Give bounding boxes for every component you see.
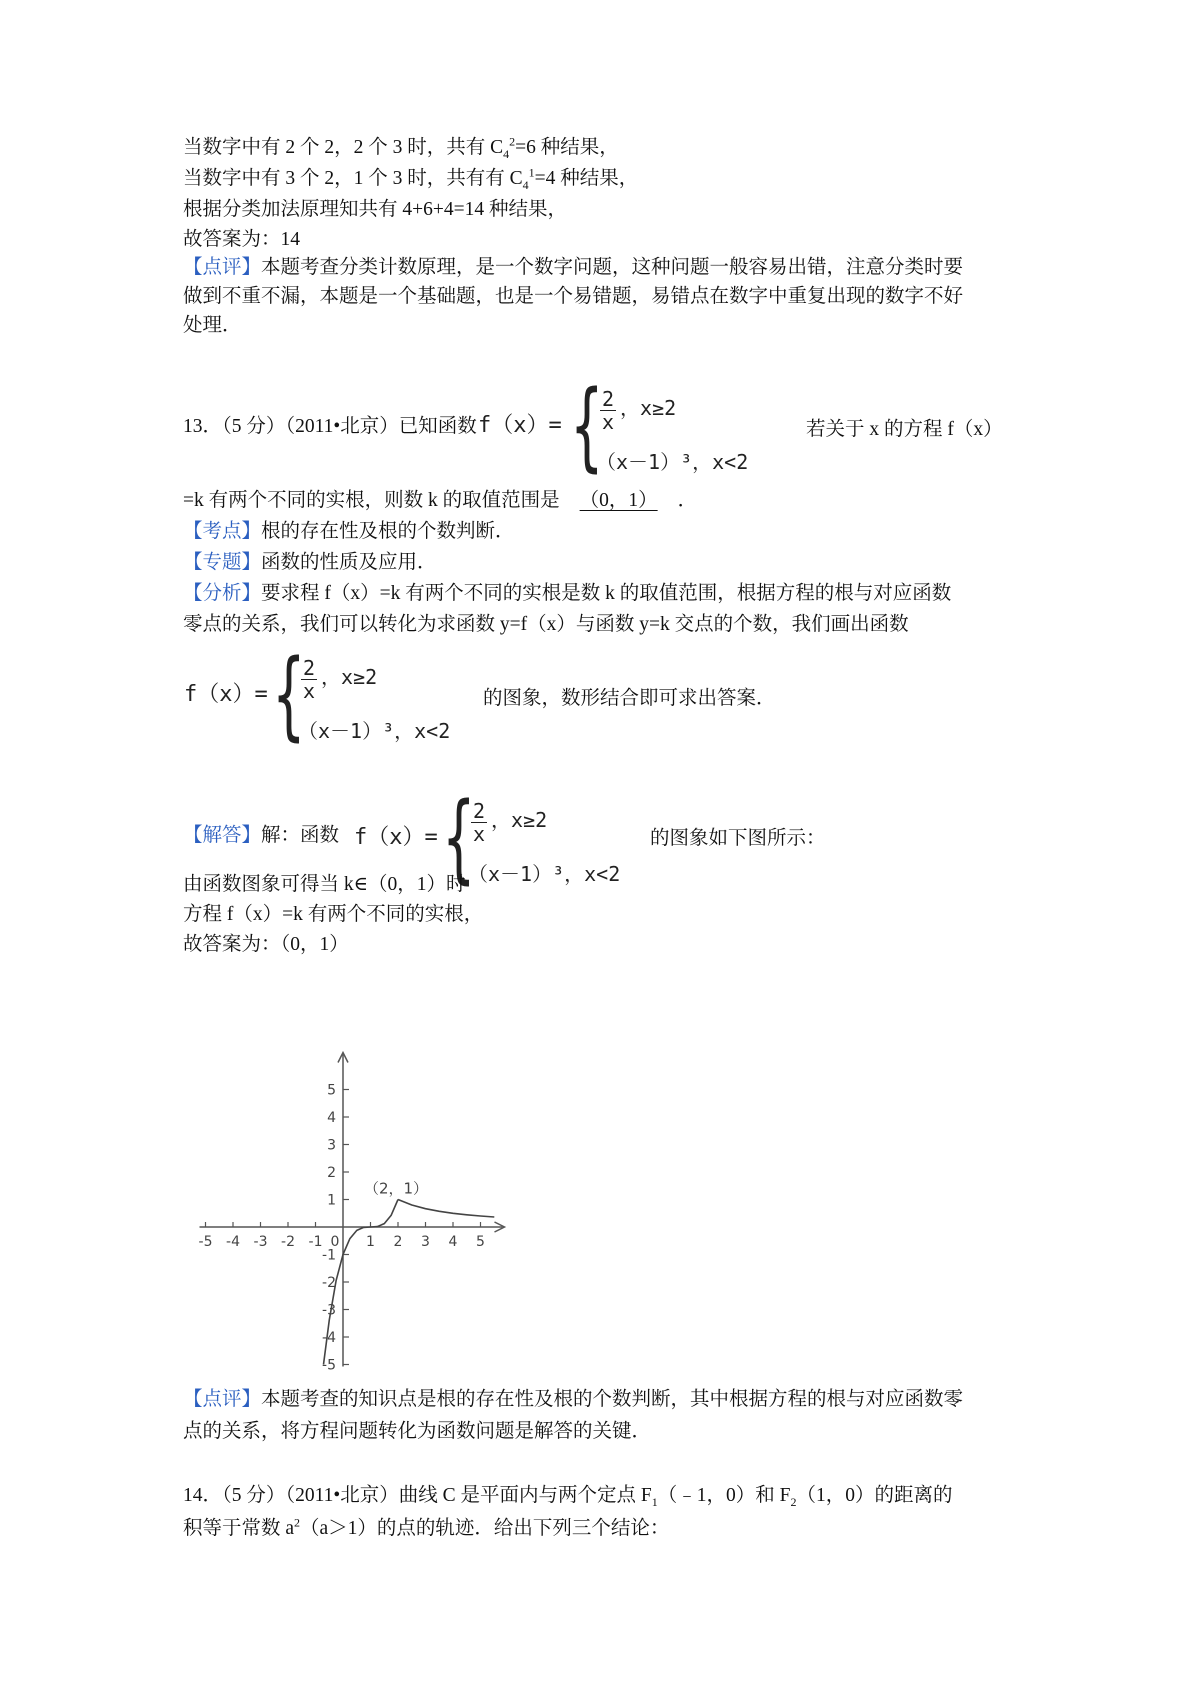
comment-paragraph: 【点评】本题考查的知识点是根的存在性及根的个数判断，其中根据方程的根与对应函数零 — [183, 1389, 964, 1410]
zhuanti: 【专题】函数的性质及应用． — [183, 552, 437, 573]
question-13-suffix: 若关于 x 的方程 f（x） — [806, 419, 1003, 440]
text-line: 做到不重不漏，本题是一个基础题，也是一个易错题，易错点在数字中重复出现的数字不好 — [183, 286, 964, 307]
fenxi-end: 的图象，数形结合即可求出答案． — [483, 688, 776, 709]
x-tick-label: 4 — [448, 1234, 458, 1250]
text-line: 当数字中有 2 个 2，2 个 3 时，共有 $C_4^2=6$ 种结果， — [183, 134, 619, 161]
y-tick-label: 1 — [327, 1192, 336, 1209]
x-tick-label: 0 — [330, 1234, 340, 1250]
text-line: 积等于常数 $a^2(a>1)$的点的轨迹．给出下列三个结论： — [183, 1515, 670, 1539]
text-line: 根据分类加法原理知共有 4+6+4=14 种结果， — [183, 199, 567, 220]
y-tick-label: -2 — [322, 1275, 336, 1291]
kaodian: 【考点】根的存在性及根的个数判断． — [183, 521, 515, 542]
text-line: 故答案为：（0，1） — [183, 934, 349, 955]
text-line: =k 有两个不同的实根，则数 k 的取值范围是 （0，1） ． — [183, 487, 1033, 515]
comment-tag: 【点评】 — [183, 257, 262, 278]
fenxi: 【分析】要求程 f（x）=k 有两个不同的实根是数 k 的取值范围，根据方程的根与对应函数 — [183, 583, 952, 604]
curve-series-2 — [398, 1200, 494, 1218]
text-line: 零点的关系，我们可以转化为求函数 y=f（x）与函数 y=k 交点的个数，我们画出函数 — [183, 614, 909, 635]
comment-paragraph: 【点评】本题考查分类计数原理，是一个数字问题，这种问题一般容易出错，注意分类时要 — [183, 257, 964, 278]
x-tick-label: 5 — [476, 1234, 485, 1250]
piecewise-function: f（x）= { $\frac{2}{x}$ ，x≥2 （x－1）³，x<2 — [478, 370, 749, 482]
comment-tag: 【点评】 — [183, 1389, 262, 1410]
function-graph — [170, 1035, 520, 1380]
x-tick-label: -2 — [281, 1234, 295, 1250]
y-tick-label: -4 — [322, 1330, 336, 1346]
y-tick-label: 4 — [327, 1110, 336, 1126]
text-line: 处理． — [183, 315, 242, 336]
x-tick-label: -4 — [226, 1234, 240, 1250]
text-line: 由函数图象可得当 k∈（0，1）时 — [183, 874, 466, 895]
x-tick-label: 2 — [393, 1234, 403, 1250]
text-line: 故答案为：14 — [183, 229, 301, 250]
question-14: 14．（5 分）（2011•北京）曲线 C 是平面内与两个定点 $F_1(﹣1$，0）和 $F_2(1$，0）的距离的 — [183, 1485, 953, 1509]
y-tick-label: -3 — [322, 1302, 336, 1319]
brace-icon: { — [272, 639, 306, 751]
jieda: 【解答】解：函数 — [183, 825, 340, 846]
piecewise-function: f（x）= { $\frac{2}{x}$ ，x≥2 （x－1）³，x<2 — [354, 782, 621, 894]
point-annotation: （2，1） — [363, 1179, 429, 1198]
answer-blank: （0，1） — [579, 490, 658, 511]
fraction: $\frac{2}{x}$ — [602, 387, 615, 434]
fraction: $\frac{2}{x}$ — [303, 656, 316, 703]
brace-icon: { — [570, 370, 604, 482]
x-tick-label: 3 — [421, 1234, 430, 1250]
text-line: 点的关系，将方程问题转化为函数问题是解答的关键． — [183, 1421, 652, 1442]
y-tick-label: 3 — [327, 1137, 336, 1154]
y-tick-label: 5 — [327, 1082, 336, 1099]
x-tick-label: -5 — [198, 1234, 213, 1250]
jieda-after: 的图象如下图所示： — [650, 828, 826, 849]
question-13-prefix: 13．（5 分）（2011•北京）已知函数 — [183, 416, 477, 437]
y-tick-label: -1 — [322, 1247, 336, 1264]
piecewise-function: f（x）= { $\frac{2}{x}$ ，x≥2 （x－1）³，x<2 — [184, 639, 451, 751]
y-tick-label: 2 — [327, 1165, 336, 1181]
text-line: 当数字中有 3 个 2，1 个 3 时，共有有 $C_4^1=4$ 种结果， — [183, 165, 639, 192]
brace-icon: { — [442, 782, 476, 894]
fraction: $\frac{2}{x}$ — [473, 799, 486, 846]
x-tick-label: -3 — [253, 1234, 268, 1250]
y-tick-label: -5 — [322, 1357, 336, 1374]
x-tick-label: 1 — [366, 1234, 375, 1250]
text-line: 方程 f（x）=k 有两个不同的实根， — [183, 904, 484, 925]
x-tick-label: -1 — [308, 1234, 323, 1250]
